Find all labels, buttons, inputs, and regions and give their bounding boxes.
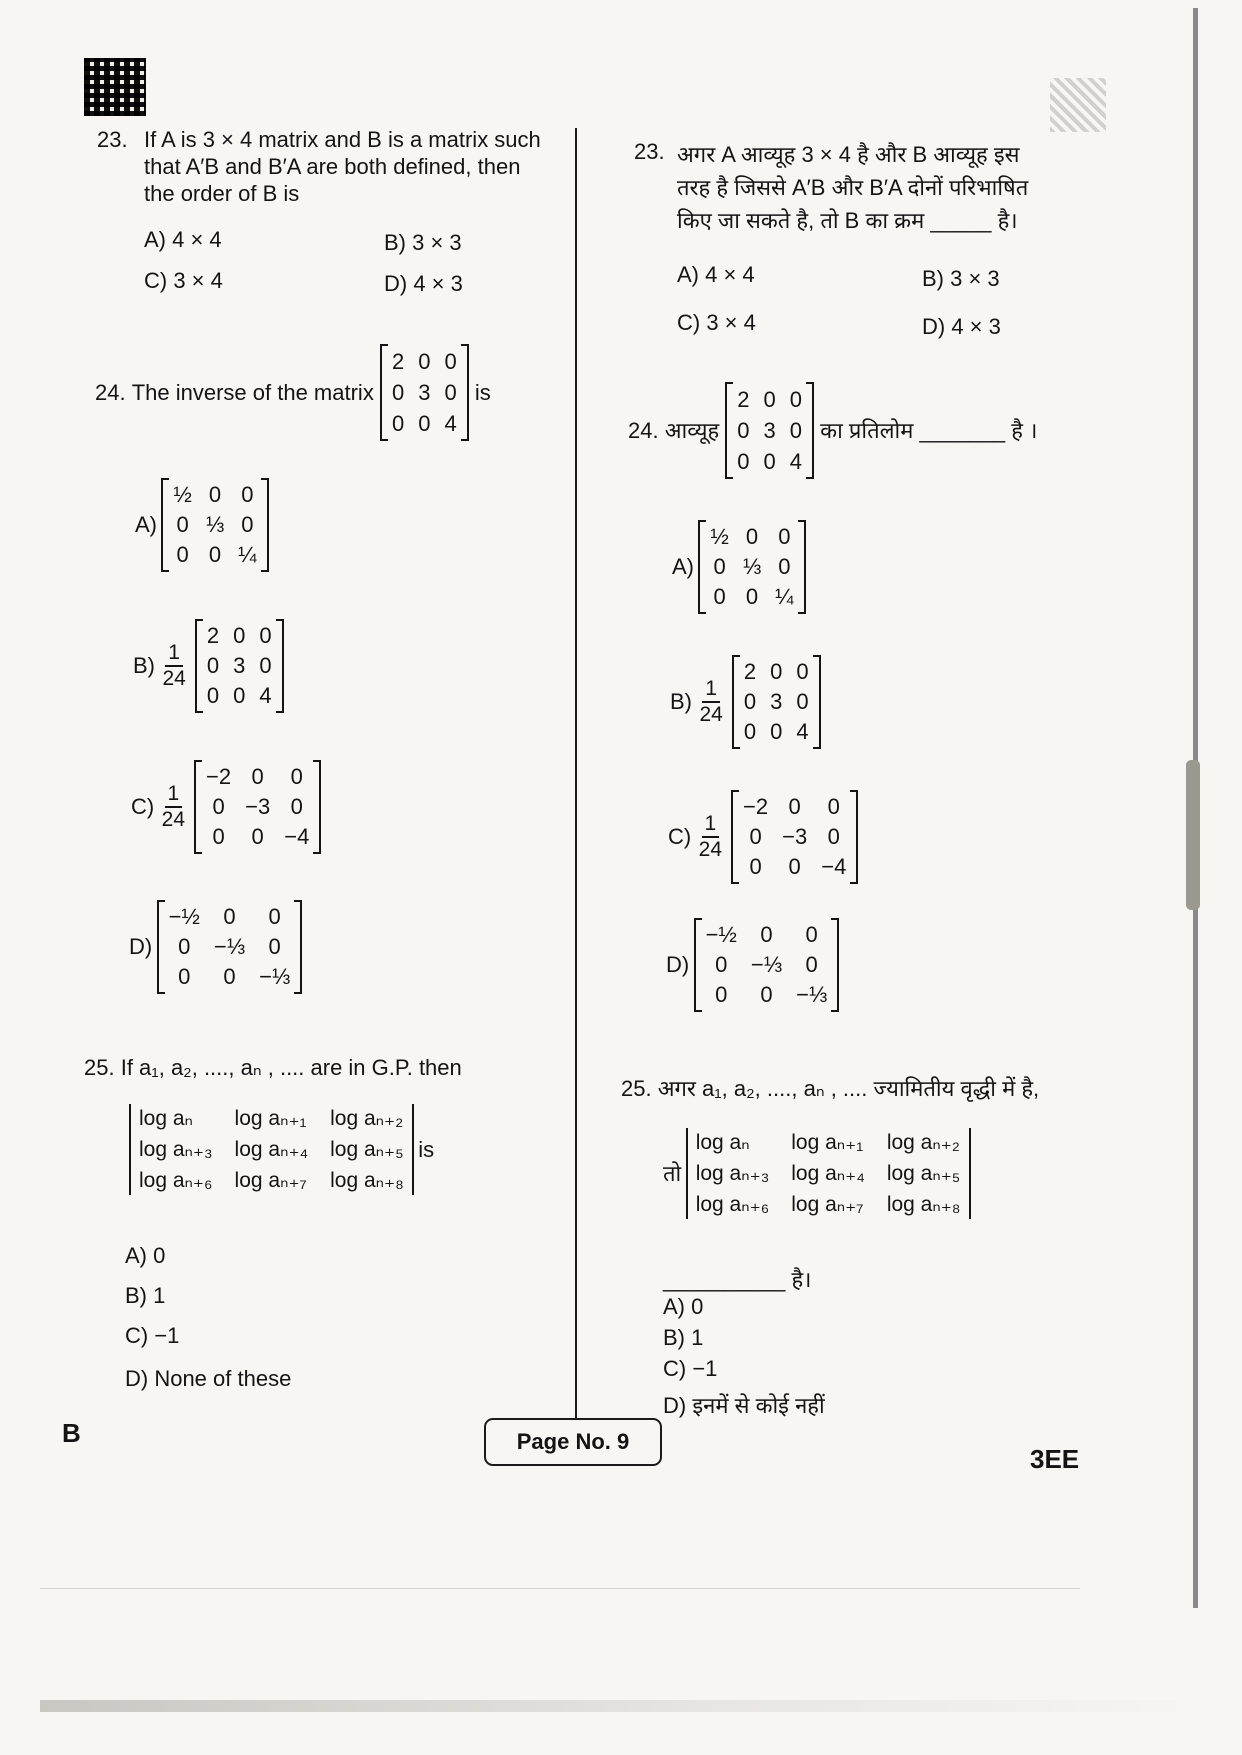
matrix-cell: 3 <box>763 418 776 443</box>
en-q25-stem <box>84 1054 462 1081</box>
hi-q24-pre: आव्यूह <box>664 418 720 443</box>
matrix-cell: 0 <box>745 524 759 549</box>
matrix-cell: 0 <box>241 512 254 537</box>
hi-q24-b-matrix <box>732 655 821 749</box>
en-q25-determinant-row <box>129 1104 434 1195</box>
matrix-cell: log aₙ₊₂ <box>886 1131 960 1154</box>
en-q23-line2: that A′B and B′A are both defined, then <box>144 154 521 179</box>
matrix-cell: log aₙ₊₆ <box>139 1169 213 1192</box>
matrix-cell: 0 <box>418 411 431 436</box>
en-q24-option-a <box>135 478 269 572</box>
matrix-cell: log aₙ₊₂ <box>330 1107 404 1130</box>
matrix-cell: log aₙ₊₄ <box>791 1162 865 1185</box>
matrix-cell: log aₙ₊₈ <box>886 1193 961 1216</box>
matrix-cell: 0 <box>743 689 757 714</box>
hi-q24-b-label: B) <box>670 689 692 714</box>
matrix-cell: 0 <box>223 904 236 929</box>
matrix-cell: ¼ <box>238 542 257 567</box>
matrix-cell: 0 <box>763 387 776 412</box>
matrix-cell: 4 <box>789 449 803 474</box>
matrix-cell: 0 <box>178 934 191 959</box>
paper-code: 3EE <box>1030 1444 1080 1474</box>
matrix-cell: −4 <box>284 824 310 849</box>
matrix-cell: log aₙ₊₃ <box>695 1162 770 1185</box>
matrix-cell: −⅓ <box>796 982 828 1007</box>
matrix-cell: 4 <box>796 719 809 744</box>
en-q23-number: 23. <box>97 127 128 152</box>
matrix-cell: 0 <box>208 482 222 507</box>
matrix-cell: −½ <box>168 904 200 929</box>
matrix-cell: 4 <box>259 683 272 708</box>
matrix-cell: 0 <box>805 922 818 947</box>
matrix-cell: 2 <box>391 349 405 374</box>
en-q24-matrix <box>380 344 469 441</box>
matrix-cell: ⅓ <box>205 512 225 537</box>
matrix-cell: −⅓ <box>213 934 246 959</box>
en-q25-option-d: D) None of these <box>125 1366 292 1391</box>
matrix-cell: 0 <box>418 349 431 374</box>
hi-q24-option-d <box>666 918 839 1012</box>
hi-q24-d-label: D) <box>666 952 690 977</box>
matrix-cell: 0 <box>796 659 809 684</box>
hi-q24-post: का प्रतिलोम _______ है । <box>820 418 1038 443</box>
en-q24-d-matrix <box>157 900 303 994</box>
en-q24-c-label: C) <box>131 794 155 819</box>
matrix-cell: log aₙ₊₅ <box>886 1162 961 1185</box>
matrix-cell: 0 <box>770 719 783 744</box>
en-q25-option-a: A) 0 <box>125 1243 166 1268</box>
matrix-cell: 0 <box>778 524 791 549</box>
hi-q25-number: 25. <box>621 1076 652 1101</box>
matrix-cell: 0 <box>763 449 776 474</box>
en-q24-b-fraction: $\frac{1}{24}$ <box>162 641 186 690</box>
en-q25-line1: If a₁, a₂, ...., aₙ , .... are in G.P. then <box>120 1055 462 1080</box>
hi-q23-option-d: D) 4 × 3 <box>922 314 1001 339</box>
hi-q24-a-matrix <box>698 520 805 614</box>
faint-qr-code-icon <box>1050 78 1106 132</box>
matrix-cell: 3 <box>770 689 783 714</box>
matrix-cell: 2 <box>743 659 757 684</box>
matrix-cell: ⅓ <box>742 554 762 579</box>
hi-q25-determinant <box>686 1128 971 1219</box>
hi-q24-b-fraction: $\frac{1}{24}$ <box>699 677 723 726</box>
matrix-cell: 0 <box>206 683 220 708</box>
matrix-cell: 0 <box>241 482 254 507</box>
hi-q23-line3: किए जा सकते है, तो B का क्रम _____ है। <box>677 208 1018 233</box>
matrix-cell: 0 <box>290 794 303 819</box>
matrix-cell: −⅓ <box>259 964 291 989</box>
matrix-cell: 0 <box>788 854 801 879</box>
matrix-cell: 0 <box>760 922 773 947</box>
matrix-cell: −2 <box>206 764 232 789</box>
matrix-cell: 0 <box>749 824 762 849</box>
matrix-cell: 0 <box>233 683 246 708</box>
matrix-cell: 0 <box>737 418 750 443</box>
en-q25-option-b: B) 1 <box>125 1283 166 1308</box>
hi-q23-option-b: B) 3 × 3 <box>922 266 1000 291</box>
matrix-cell: 0 <box>444 380 457 405</box>
matrix-cell: 0 <box>212 794 225 819</box>
en-q23-line3: the order of B is <box>144 181 300 206</box>
hi-q25-stem <box>621 1075 1039 1102</box>
matrix-cell: 0 <box>251 824 264 849</box>
hi-q24-a-label: A) <box>672 554 694 579</box>
en-q24-number: 24. <box>95 380 126 405</box>
matrix-cell: log aₙ <box>139 1107 193 1130</box>
matrix-cell: 0 <box>259 653 272 678</box>
hi-q25-post: __________ है। <box>663 1267 812 1292</box>
matrix-cell: 0 <box>233 623 246 648</box>
matrix-cell: 0 <box>176 512 189 537</box>
matrix-cell: log aₙ₊₁ <box>791 1131 864 1154</box>
matrix-cell: 0 <box>760 982 773 1007</box>
en-q24-option-b <box>133 619 284 713</box>
en-q24-post: is <box>474 380 491 405</box>
column-divider <box>575 128 577 1418</box>
hi-q24-option-c <box>668 790 858 884</box>
matrix-cell: 0 <box>805 952 818 977</box>
en-q23-option-c: C) 3 × 4 <box>144 268 223 293</box>
en-q25-number: 25. <box>84 1055 115 1080</box>
en-q23-option-d: D) 4 × 3 <box>384 271 463 296</box>
matrix-cell: log aₙ <box>695 1131 750 1154</box>
matrix-cell: ½ <box>173 482 192 507</box>
hi-q24-stem <box>628 382 1037 479</box>
hi-q25-pre: तो <box>663 1161 682 1186</box>
en-q24-option-c <box>131 760 321 854</box>
matrix-cell: −4 <box>821 854 847 879</box>
en-q24-c-matrix <box>194 760 321 854</box>
matrix-cell: log aₙ₊₆ <box>695 1193 770 1216</box>
matrix-cell: log aₙ₊₃ <box>139 1138 213 1161</box>
matrix-cell: −3 <box>245 794 271 819</box>
hi-q25-option-d: D) इनमें से कोई नहीं <box>663 1393 825 1418</box>
en-q24-d-label: D) <box>129 934 153 959</box>
matrix-cell: 0 <box>827 794 840 819</box>
matrix-cell: 0 <box>745 584 759 609</box>
matrix-cell: 0 <box>251 764 264 789</box>
matrix-cell: −3 <box>782 824 808 849</box>
matrix-cell: 0 <box>268 934 281 959</box>
hi-q24-option-a <box>672 520 806 614</box>
en-q24-b-matrix <box>195 619 284 713</box>
en-q25-determinant <box>129 1104 414 1195</box>
matrix-cell: log aₙ₊₄ <box>234 1138 309 1161</box>
matrix-cell: 0 <box>391 380 405 405</box>
matrix-cell: 0 <box>737 449 750 474</box>
matrix-cell: 2 <box>206 623 220 648</box>
matrix-cell: 0 <box>713 584 726 609</box>
hi-q23-option-c: C) 3 × 4 <box>677 310 756 335</box>
en-q23-option-b: B) 3 × 3 <box>384 230 462 255</box>
matrix-cell: 0 <box>176 542 189 567</box>
matrix-cell: 0 <box>713 554 726 579</box>
matrix-cell: −⅓ <box>750 952 783 977</box>
matrix-cell: 0 <box>796 689 809 714</box>
en-q24-c-fraction: $\frac{1}{24}$ <box>161 782 186 831</box>
matrix-cell: 3 <box>233 653 246 678</box>
matrix-cell: 0 <box>715 982 728 1007</box>
matrix-cell: −½ <box>705 922 737 947</box>
matrix-cell: 0 <box>789 387 803 412</box>
matrix-cell: 0 <box>715 952 728 977</box>
en-q24-b-label: B) <box>133 653 155 678</box>
matrix-cell: 3 <box>418 380 431 405</box>
matrix-cell: 0 <box>827 824 840 849</box>
hi-q25-line1: अगर a₁, a₂, ...., aₙ , .... ज्यामितीय वृद्धी में है, <box>657 1076 1040 1101</box>
hi-q25-option-a: A) 0 <box>663 1294 704 1319</box>
en-q24-a-label: A) <box>135 512 157 537</box>
en-q24-option-d <box>129 900 302 994</box>
matrix-cell: 0 <box>743 719 757 744</box>
hi-q24-number: 24. <box>628 418 659 443</box>
hi-q24-c-matrix <box>731 790 858 884</box>
matrix-cell: 0 <box>223 964 236 989</box>
matrix-cell: log aₙ₊₁ <box>234 1107 307 1130</box>
hi-q24-c-label: C) <box>668 824 692 849</box>
matrix-cell: 0 <box>206 653 220 678</box>
matrix-cell: 0 <box>268 904 281 929</box>
en-q24-stem <box>95 344 491 441</box>
matrix-cell: −2 <box>743 794 769 819</box>
matrix-cell: 0 <box>444 349 457 374</box>
matrix-cell: 0 <box>259 623 272 648</box>
matrix-cell: log aₙ₊₈ <box>330 1169 404 1192</box>
hi-q24-option-b <box>670 655 821 749</box>
hi-q25-option-b: B) 1 <box>663 1325 704 1350</box>
matrix-cell: log aₙ₊₅ <box>330 1138 404 1161</box>
page-number-box <box>484 1418 662 1466</box>
matrix-cell: 0 <box>749 854 762 879</box>
matrix-cell: log aₙ₊₇ <box>791 1193 864 1216</box>
hi-q24-matrix <box>725 382 814 479</box>
en-q23-line1: If A is 3 × 4 matrix and B is a matrix such <box>144 127 541 152</box>
matrix-cell: 2 <box>737 387 750 412</box>
matrix-cell: 0 <box>778 554 791 579</box>
matrix-cell: 0 <box>208 542 222 567</box>
hi-q23-option-a: A) 4 × 4 <box>677 262 755 287</box>
en-q23-text <box>144 126 574 207</box>
page-number: Page No. 9 <box>516 1429 630 1454</box>
en-q24-pre: The inverse of the matrix <box>131 380 374 405</box>
matrix-cell: 0 <box>290 764 303 789</box>
matrix-cell: ½ <box>710 524 729 549</box>
binder-tab <box>1186 760 1200 910</box>
matrix-cell: 0 <box>770 659 783 684</box>
set-letter: B <box>62 1418 81 1448</box>
matrix-cell: 0 <box>178 964 191 989</box>
matrix-cell: log aₙ₊₇ <box>234 1169 307 1192</box>
bottom-rule <box>40 1588 1080 1589</box>
hi-q25-determinant-row <box>663 1128 971 1219</box>
matrix-cell: 4 <box>444 411 457 436</box>
hi-q25-option-c: C) −1 <box>663 1356 718 1381</box>
matrix-cell: 0 <box>788 794 801 819</box>
en-q25-post: is <box>418 1137 435 1162</box>
hi-q24-d-matrix <box>694 918 840 1012</box>
hi-q23-number: 23. <box>634 139 665 164</box>
hi-q24-c-fraction: $\frac{1}{24}$ <box>698 812 723 861</box>
hi-q23-line1: अगर A आव्यूह 3 × 4 है और B आव्यूह इस <box>677 142 1020 167</box>
hi-q23-line2: तरह है जिससे A′B और B′A दोनों परिभाषित <box>677 175 1029 200</box>
en-q23-option-a: A) 4 × 4 <box>144 227 222 252</box>
qr-code-icon <box>84 58 146 116</box>
matrix-cell: 0 <box>789 418 803 443</box>
en-q24-a-matrix <box>161 478 268 572</box>
matrix-cell: 0 <box>212 824 225 849</box>
matrix-cell: 0 <box>391 411 405 436</box>
matrix-cell: ¼ <box>775 584 794 609</box>
hi-q23-text <box>677 138 1097 237</box>
en-q25-option-c: C) −1 <box>125 1323 180 1348</box>
scan-shadow <box>40 1700 1220 1712</box>
